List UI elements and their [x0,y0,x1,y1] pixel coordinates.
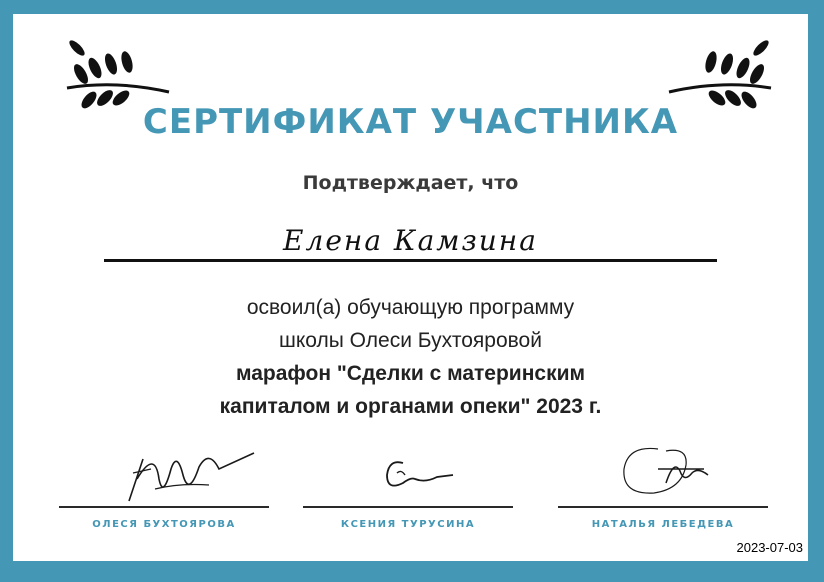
issue-date: 2023-07-03 [736,540,803,555]
program-line-1: марафон "Сделки с материнским [235,362,586,385]
signature-image [303,439,513,507]
certificate-sheet [13,14,808,561]
signatory-name: КСЕНИЯ ТУРУСИНА [340,519,476,530]
certificate-title: СЕРТИФИКАТ УЧАСТНИКА [142,102,679,142]
signature-line [59,506,269,508]
confirms-text: Подтверждает, что [302,172,519,194]
signature-line [558,506,768,508]
signature-image [59,439,269,507]
laurel-branch-icon [61,40,171,110]
laurel-branch-icon [667,40,777,110]
signature-image [558,439,768,507]
body-line-2: школы Олеси Бухтояровой [279,329,542,352]
signatory-name: ОЛЕСЯ БУХТОЯРОВА [92,519,236,530]
signatory-name: НАТАЛЬЯ ЛЕБЕДЕВА [591,519,735,530]
program-line-2: капиталом и органами опеки" 2023 г. [219,395,602,418]
name-underline [104,259,717,262]
recipient-name: Елена Камзина [283,224,538,257]
body-line-1: освоил(а) обучающую программу [246,296,575,319]
signature-line [303,506,513,508]
